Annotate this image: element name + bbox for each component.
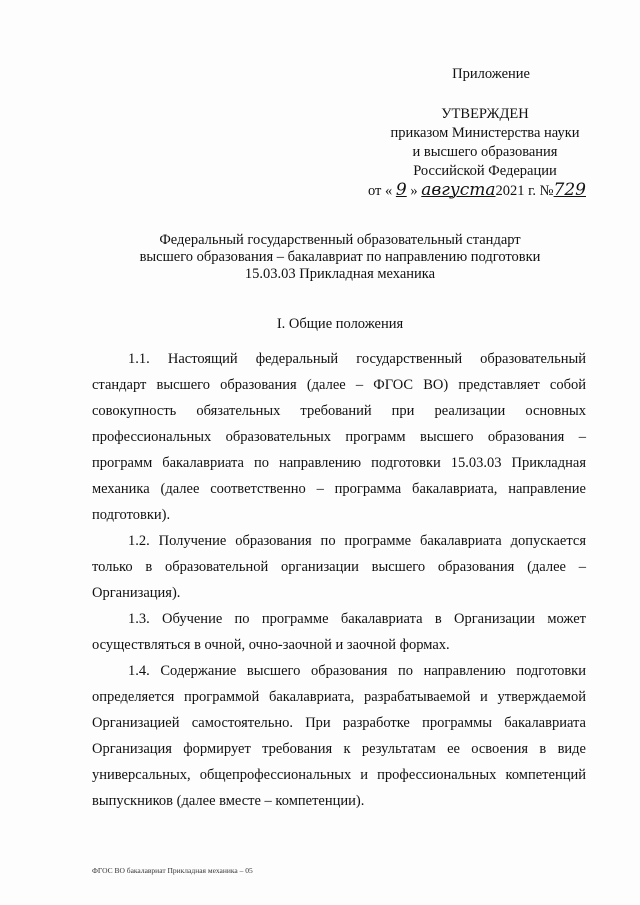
- title-line: Федеральный государственный образовательный стандарт: [159, 232, 521, 248]
- year-and-number-label: 2021 г. №: [495, 183, 554, 199]
- document-title: [80, 232, 600, 283]
- paragraph: 1.3. Обучение по программе бакалавриата в Организации может осуществляться в очной, очно-заочной и заочной формах.: [92, 611, 586, 653]
- paragraph: 1.4. Содержание высшего образования по направлению подготовки определяется программой бакалавриата, разрабатываемой и утверждаемой Организацией самостоятельно. При разработке программы бакалавриата Организация формирует требования к результатам ее освоения в виде универсальных, общепрофессиональных и профессиональных компетенций выпускников (далее вместе – компетенции).: [92, 663, 586, 809]
- order-line: Российской Федерации: [413, 163, 557, 179]
- order-date-line: [368, 181, 610, 201]
- attachment-label: Приложение: [452, 66, 530, 82]
- paragraph: 1.1. Настоящий федеральный государственный образовательный стандарт высшего образования (далее – ФГОС ВО) представляет собой совокупность обязательных требований при реализации основных профессиональных образовательных программ высшего образования – программ бакалавриата по направлению подготовки 15.03.03 Прикладная механика (далее соответственно – программа бакалавриата, направление подготовки).: [92, 351, 586, 523]
- title-line: высшего образования – бакалавриат по направлению подготовки: [139, 249, 541, 265]
- approved-heading: УТВЕРЖДЕН: [441, 106, 529, 122]
- handwritten-month: августа: [421, 180, 496, 200]
- handwritten-day: 9: [395, 180, 407, 200]
- page-footer: ФГОС ВО бакалавриат Прикладная механика – 05: [92, 866, 253, 875]
- title-line: 15.03.03 Прикладная механика: [244, 266, 436, 282]
- order-line: приказом Министерства науки: [390, 125, 580, 141]
- section-heading: I. Общие положения: [276, 316, 404, 332]
- date-prefix: от «: [368, 183, 393, 199]
- date-quote-close: »: [410, 183, 418, 199]
- body-text: [92, 346, 586, 814]
- order-line: и высшего образования: [412, 144, 558, 160]
- approval-block: [360, 105, 610, 201]
- paragraph: 1.2. Получение образования по программе бакалавриата допускается только в образовательной организации высшего образования (далее – Организация).: [92, 533, 586, 601]
- handwritten-order-number: 729: [553, 180, 586, 200]
